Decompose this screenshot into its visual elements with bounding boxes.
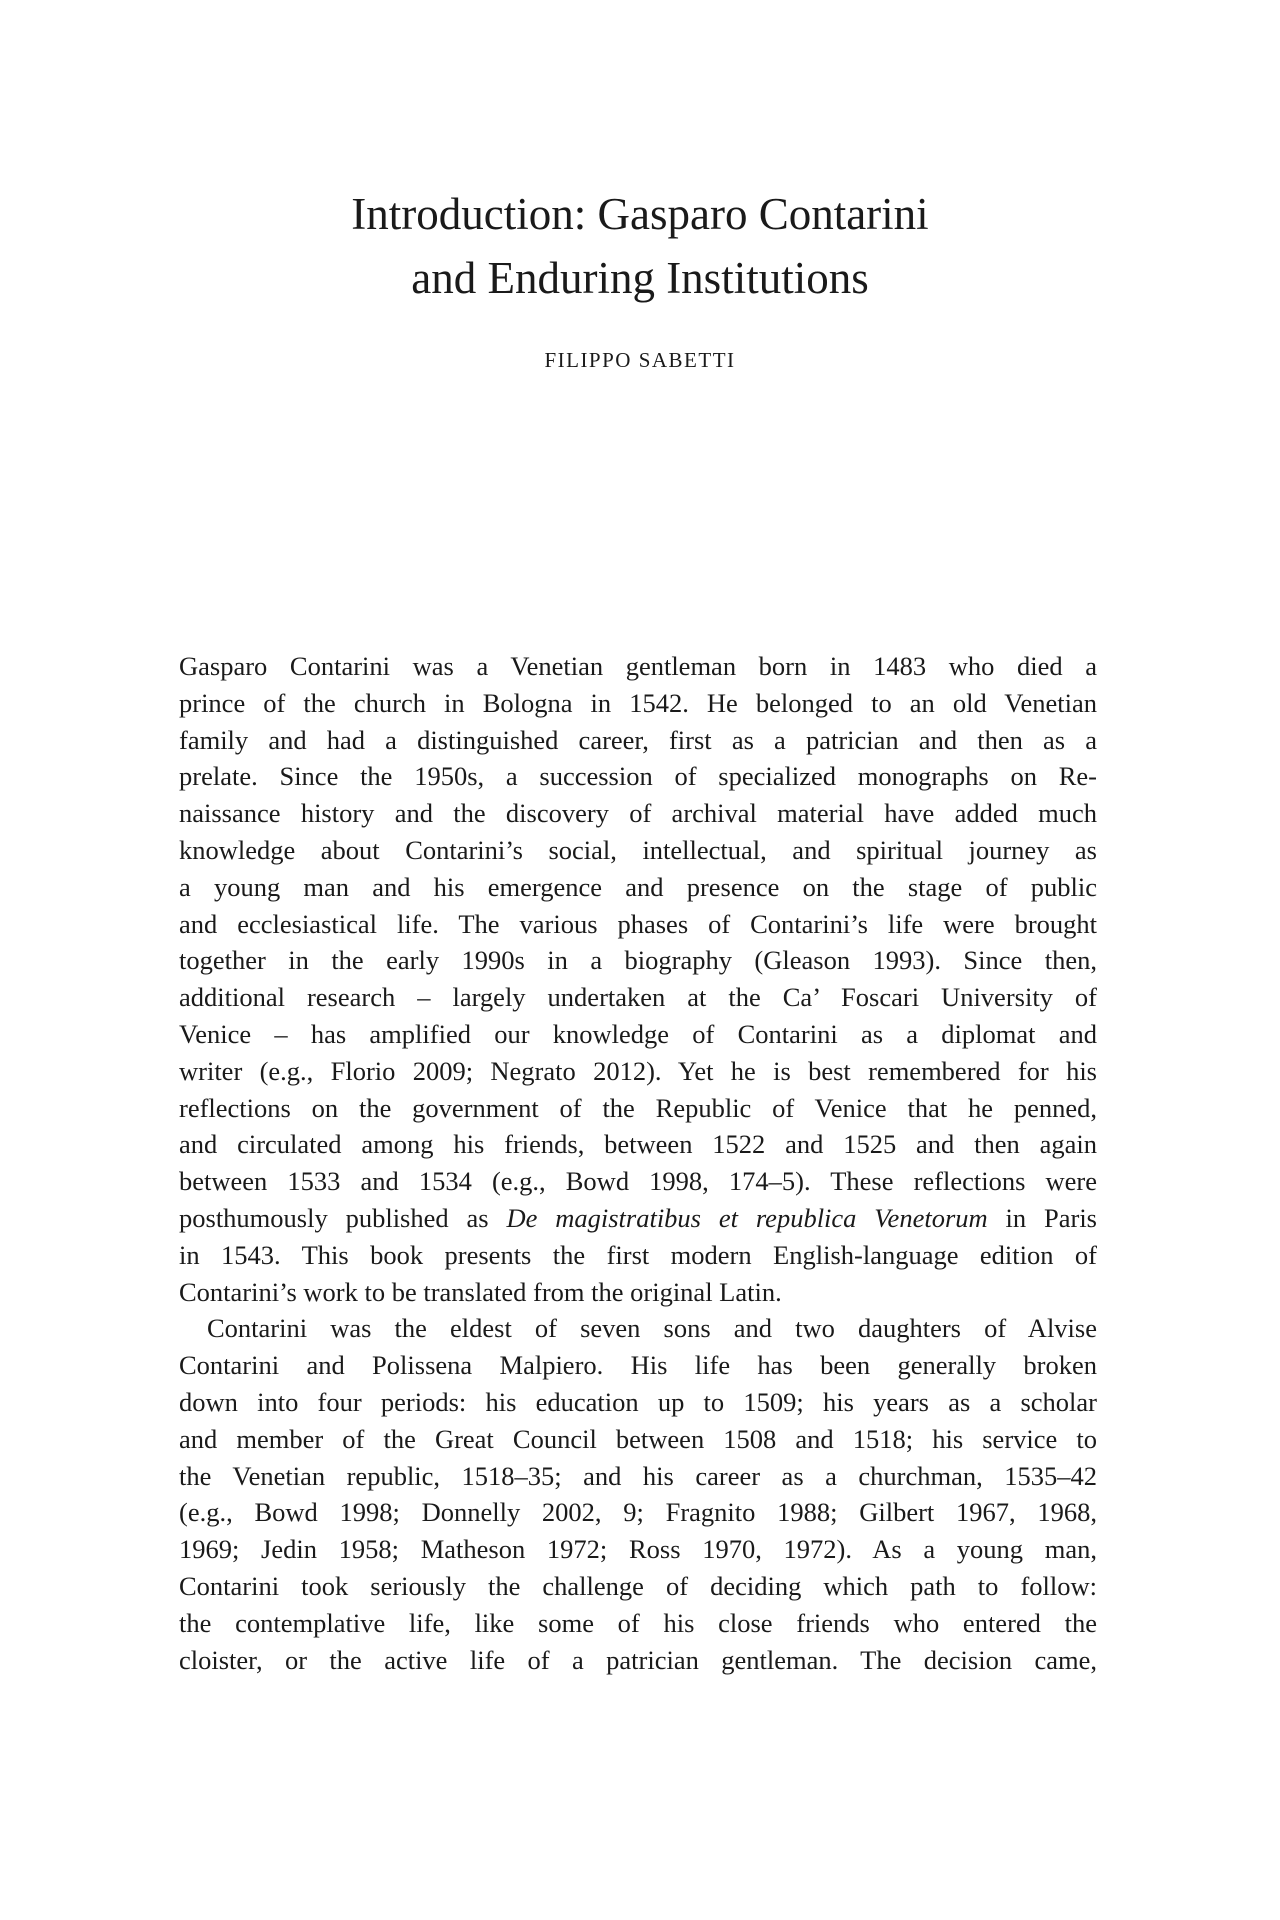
text-line: 1969; Jedin 1958; Matheson 1972; Ross 1970, 1972). As a young man, (179, 1534, 1097, 1565)
text-line: Contarini and Polissena Malpiero. His life has been generally broken (179, 1350, 1097, 1381)
text-line: cloister, or the active life of a patrician gentleman. The decision came, (179, 1644, 1097, 1675)
paragraph-2 (179, 1310, 1097, 1678)
text-line: the contemplative life, like some of his close friends who entered the (179, 1607, 1097, 1638)
chapter-title-line-1: Introduction: Gasparo Contarini (351, 189, 929, 239)
text-line: and member of the Great Council between 1508 and 1518; his service to (179, 1423, 1097, 1454)
text-line: down into four periods: his education up to 1509; his years as a scholar (179, 1386, 1097, 1417)
text-line: reflections on the government of the Republic of Venice that he penned, (179, 1092, 1097, 1123)
text-line: Venice – has amplified our knowledge of Contarini as a diplomat and (179, 1018, 1097, 1049)
text-line: and circulated among his friends, between 1522 and 1525 and then again (179, 1129, 1097, 1160)
text-line-with-italic-title (179, 1200, 1097, 1237)
text-line: the Venetian republic, 1518–35; and his career as a churchman, 1535–42 (179, 1460, 1097, 1491)
paragraph-1 (179, 648, 1097, 1310)
text-segment: posthumously published as (179, 1202, 507, 1233)
text-line: family and had a distinguished career, first as a patrician and then as a (179, 724, 1097, 755)
text-segment: in Paris (987, 1202, 1097, 1233)
text-line: prince of the church in Bologna in 1542. He belonged to an old Venetian (179, 687, 1097, 718)
text-line: additional research – largely undertaken at the Ca’ Foscari University of (179, 982, 1097, 1013)
chapter-title-line-2: and Enduring Institutions (411, 253, 869, 303)
text-line: between 1533 and 1534 (e.g., Bowd 1998, 174–5). These reflections were (179, 1166, 1097, 1197)
italic-book-title: De magistratibus et republica Venetorum (506, 1202, 988, 1233)
text-line: a young man and his emergence and presence on the stage of public (179, 871, 1097, 902)
text-line: together in the early 1990s in a biography (Gleason 1993). Since then, (179, 945, 1097, 976)
text-line: knowledge about Contarini’s social, intellectual, and spiritual journey as (179, 834, 1097, 865)
body-text (179, 648, 1097, 1678)
text-line: naissance history and the discovery of archival material have added much (179, 798, 1097, 829)
text-line: and ecclesiastical life. The various phases of Contarini’s life were brought (179, 908, 1097, 939)
text-line: Contarini’s work to be translated from the original Latin. (179, 1276, 782, 1307)
text-line: Contarini took seriously the challenge of deciding which path to follow: (179, 1570, 1097, 1601)
chapter-title (0, 182, 1280, 310)
text-line: prelate. Since the 1950s, a succession of specialized monographs on Re- (179, 761, 1097, 792)
author-name: FILIPPO SABETTI (544, 348, 736, 372)
text-line: in 1543. This book presents the first modern English-language edition of (179, 1239, 1097, 1270)
text-line: (e.g., Bowd 1998; Donnelly 2002, 9; Fragnito 1988; Gilbert 1967, 1968, (179, 1497, 1097, 1528)
text-line: Gasparo Contarini was a Venetian gentleman born in 1483 who died a (179, 651, 1097, 681)
text-line: Contarini was the eldest of seven sons and two daughters of Alvise (207, 1313, 1097, 1344)
text-line: writer (e.g., Florio 2009; Negrato 2012). Yet he is best remembered for his (179, 1055, 1097, 1086)
